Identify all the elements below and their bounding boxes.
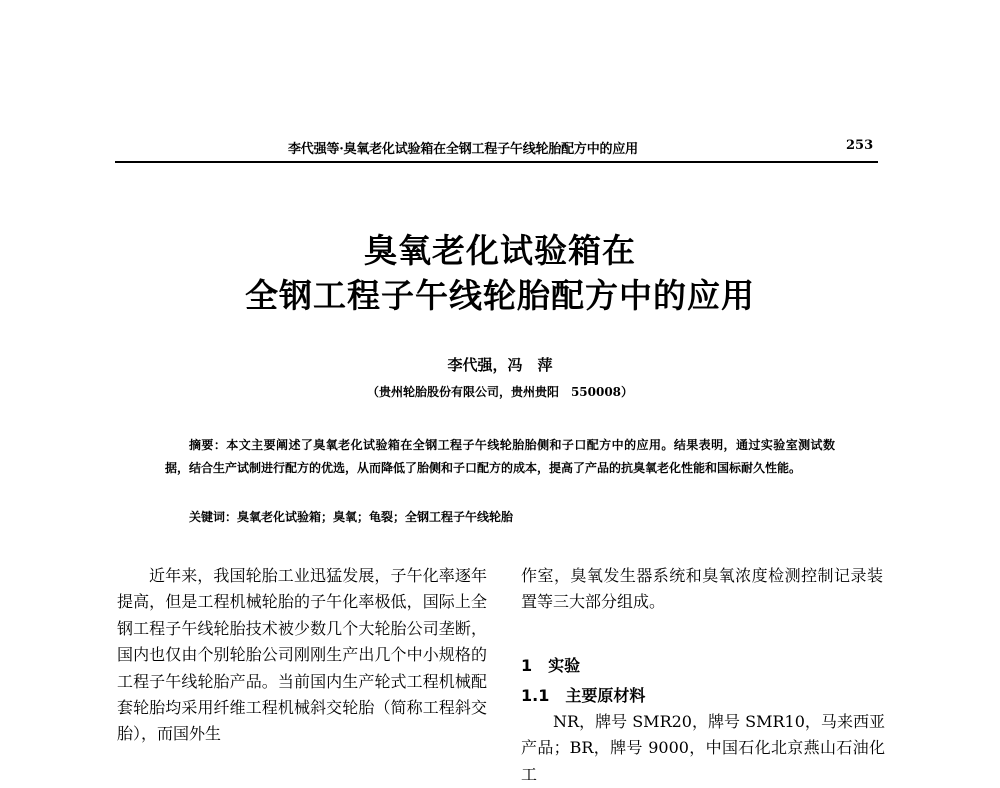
keywords: 关键词：臭氧老化试验箱；臭氧；龟裂；全钢工程子午线轮胎: [189, 510, 514, 524]
intro-paragraph: 近年来，我国轮胎工业迅猛发展，子午化率逐年提高，但是工程机械轮胎的子午化率极低，国际上全钢工程子午线轮胎技术被少数几个大轮胎公司垄断，国内也仅由个别轮胎公司刚刚生产出几个中小规格的工程子午线轮胎产品。当前国内生产轮式工程机械配套轮胎均采用纤维工程机械斜交轮胎（简称工程斜交胎），而国外生: [117, 566, 487, 744]
affiliation: （贵州轮胎股份有限公司，贵州贵阳 550008）: [366, 385, 634, 399]
page-number: 253: [846, 138, 874, 153]
subsection-heading-materials: 1.1 主要原材料: [521, 686, 646, 705]
right-column: [521, 563, 883, 616]
materials-paragraph: NR，牌号 SMR20，牌号 SMR10，马来西亚产品；BR，牌号 9000，中国石化北京燕山石油化工: [521, 712, 885, 784]
left-column: [117, 563, 487, 748]
authors: 李代强，冯 萍: [447, 356, 553, 374]
running-header-title: 李代强等·臭氧老化试验箱在全钢工程子午线轮胎配方中的应用: [288, 142, 638, 157]
section-heading-experiment: 1 实验: [521, 656, 581, 675]
abstract: 摘要：本文主要阐述了臭氧老化试验箱在全钢工程子午线轮胎胎侧和子口配方中的应用。结果表明，通过实验室测试数据，结合生产试制进行配方的优选，从而降低了胎侧和子口配方的成本，提高了产品的抗臭氧老化性能和国标耐久性能。: [165, 438, 835, 475]
continued-paragraph: 作室，臭氧发生器系统和臭氧浓度检测控制记录装置等三大部分组成。: [521, 566, 883, 612]
article-title-line-1: 臭氧老化试验箱在: [364, 231, 636, 270]
header-rule: [115, 161, 878, 163]
article-title-line-2: 全钢工程子午线轮胎配方中的应用: [245, 276, 755, 315]
